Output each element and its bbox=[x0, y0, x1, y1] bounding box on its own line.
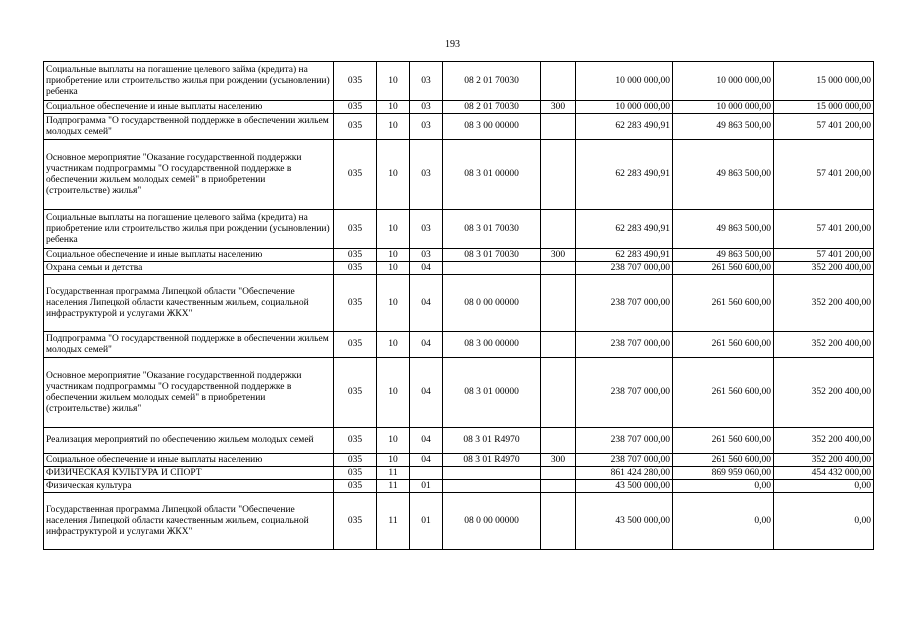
cell-amount-year-1: 238 707 000,00 bbox=[576, 428, 673, 454]
cell-amount-year-3: 352 200 400,00 bbox=[774, 454, 874, 467]
cell-section: 10 bbox=[377, 454, 410, 467]
cell-target-article: 08 3 01 70030 bbox=[443, 210, 541, 249]
cell-amount-year-2: 0,00 bbox=[673, 480, 774, 493]
cell-name: Социальные выплаты на погашение целевого займа (кредита) на приобретение или строительство жилья при рождении (усыновлении) ребенка bbox=[44, 62, 334, 101]
cell-amount-year-1: 238 707 000,00 bbox=[576, 262, 673, 275]
cell-ministry-code: 035 bbox=[334, 262, 377, 275]
cell-section: 10 bbox=[377, 358, 410, 428]
cell-name: Основное мероприятие "Оказание государственной поддержки участникам подпрограммы "О государственной поддержке в обеспечении жильем молодых семей" в приобретении (строительстве) жилья" bbox=[44, 140, 334, 210]
table-row bbox=[44, 332, 874, 358]
cell-name: Социальное обеспечение и иные выплаты населению bbox=[44, 101, 334, 114]
cell-ministry-code: 035 bbox=[334, 467, 377, 480]
cell-section: 11 bbox=[377, 493, 410, 550]
cell-amount-year-3: 352 200 400,00 bbox=[774, 332, 874, 358]
cell-ministry-code: 035 bbox=[334, 428, 377, 454]
cell-amount-year-1: 43 500 000,00 bbox=[576, 480, 673, 493]
cell-amount-year-3: 57 401 200,00 bbox=[774, 140, 874, 210]
cell-amount-year-2: 261 560 600,00 bbox=[673, 275, 774, 332]
cell-amount-year-3: 15 000 000,00 bbox=[774, 101, 874, 114]
cell-subsection: 01 bbox=[410, 493, 443, 550]
cell-target-article: 08 3 01 R4970 bbox=[443, 454, 541, 467]
cell-amount-year-1: 62 283 490,91 bbox=[576, 114, 673, 140]
cell-amount-year-3: 57 401 200,00 bbox=[774, 210, 874, 249]
cell-amount-year-3: 0,00 bbox=[774, 480, 874, 493]
cell-expense-type: 300 bbox=[541, 454, 576, 467]
cell-section: 10 bbox=[377, 332, 410, 358]
cell-amount-year-3: 57 401 200,00 bbox=[774, 249, 874, 262]
cell-amount-year-2: 869 959 060,00 bbox=[673, 467, 774, 480]
cell-section: 10 bbox=[377, 210, 410, 249]
cell-amount-year-3: 352 200 400,00 bbox=[774, 428, 874, 454]
cell-name: Охрана семьи и детства bbox=[44, 262, 334, 275]
cell-target-article: 08 3 01 70030 bbox=[443, 249, 541, 262]
cell-name: Государственная программа Липецкой области "Обеспечение населения Липецкой области качественным жильем, социальной инфраструктурой и услугами ЖКХ" bbox=[44, 275, 334, 332]
cell-subsection: 04 bbox=[410, 428, 443, 454]
cell-target-article bbox=[443, 467, 541, 480]
cell-section: 10 bbox=[377, 101, 410, 114]
table-row bbox=[44, 140, 874, 210]
cell-section: 10 bbox=[377, 114, 410, 140]
cell-target-article: 08 3 01 00000 bbox=[443, 140, 541, 210]
cell-section: 11 bbox=[377, 480, 410, 493]
cell-ministry-code: 035 bbox=[334, 210, 377, 249]
cell-target-article: 08 3 01 R4970 bbox=[443, 428, 541, 454]
cell-amount-year-2: 261 560 600,00 bbox=[673, 428, 774, 454]
cell-subsection: 03 bbox=[410, 101, 443, 114]
cell-subsection: 04 bbox=[410, 332, 443, 358]
table-row bbox=[44, 480, 874, 493]
cell-amount-year-2: 49 863 500,00 bbox=[673, 210, 774, 249]
cell-expense-type bbox=[541, 358, 576, 428]
cell-expense-type bbox=[541, 275, 576, 332]
cell-name: Государственная программа Липецкой области "Обеспечение населения Липецкой области качественным жильем, социальной инфраструктурой и услугами ЖКХ" bbox=[44, 493, 334, 550]
cell-name: Социальное обеспечение и иные выплаты населению bbox=[44, 454, 334, 467]
cell-subsection: 03 bbox=[410, 114, 443, 140]
cell-ministry-code: 035 bbox=[334, 358, 377, 428]
cell-subsection: 04 bbox=[410, 275, 443, 332]
budget-table-body bbox=[44, 62, 874, 550]
cell-expense-type bbox=[541, 210, 576, 249]
cell-amount-year-2: 261 560 600,00 bbox=[673, 332, 774, 358]
page-number: 193 bbox=[445, 39, 460, 50]
cell-amount-year-1: 62 283 490,91 bbox=[576, 140, 673, 210]
cell-section: 10 bbox=[377, 275, 410, 332]
cell-amount-year-2: 49 863 500,00 bbox=[673, 140, 774, 210]
table-row bbox=[44, 62, 874, 101]
cell-amount-year-3: 15 000 000,00 bbox=[774, 62, 874, 101]
cell-ministry-code: 035 bbox=[334, 332, 377, 358]
cell-section: 11 bbox=[377, 467, 410, 480]
cell-name: Основное мероприятие "Оказание государственной поддержки участникам подпрограммы "О государственной поддержке в обеспечении жильем молодых семей" в приобретении (строительстве) жилья" bbox=[44, 358, 334, 428]
cell-expense-type: 300 bbox=[541, 249, 576, 262]
cell-ministry-code: 035 bbox=[334, 101, 377, 114]
cell-amount-year-1: 238 707 000,00 bbox=[576, 358, 673, 428]
cell-target-article: 08 3 00 00000 bbox=[443, 332, 541, 358]
cell-expense-type bbox=[541, 493, 576, 550]
cell-amount-year-2: 10 000 000,00 bbox=[673, 101, 774, 114]
cell-name: ФИЗИЧЕСКАЯ КУЛЬТУРА И СПОРТ bbox=[44, 467, 334, 480]
cell-expense-type bbox=[541, 140, 576, 210]
table-row bbox=[44, 249, 874, 262]
cell-amount-year-3: 0,00 bbox=[774, 493, 874, 550]
cell-amount-year-1: 238 707 000,00 bbox=[576, 454, 673, 467]
table-row bbox=[44, 275, 874, 332]
cell-subsection: 03 bbox=[410, 210, 443, 249]
cell-ministry-code: 035 bbox=[334, 140, 377, 210]
cell-expense-type bbox=[541, 428, 576, 454]
cell-section: 10 bbox=[377, 249, 410, 262]
cell-amount-year-1: 238 707 000,00 bbox=[576, 275, 673, 332]
cell-ministry-code: 035 bbox=[334, 454, 377, 467]
cell-name: Социальное обеспечение и иные выплаты населению bbox=[44, 249, 334, 262]
cell-amount-year-1: 62 283 490,91 bbox=[576, 249, 673, 262]
cell-amount-year-3: 352 200 400,00 bbox=[774, 262, 874, 275]
cell-target-article: 08 0 00 00000 bbox=[443, 493, 541, 550]
cell-subsection: 01 bbox=[410, 480, 443, 493]
cell-amount-year-1: 10 000 000,00 bbox=[576, 62, 673, 101]
cell-name: Реализация мероприятий по обеспечению жильем молодых семей bbox=[44, 428, 334, 454]
cell-target-article: 08 3 01 00000 bbox=[443, 358, 541, 428]
cell-name: Социальные выплаты на погашение целевого займа (кредита) на приобретение или строительство жилья при рождении (усыновлении) ребенка bbox=[44, 210, 334, 249]
cell-target-article bbox=[443, 262, 541, 275]
cell-target-article: 08 3 00 00000 bbox=[443, 114, 541, 140]
cell-amount-year-2: 10 000 000,00 bbox=[673, 62, 774, 101]
cell-subsection: 04 bbox=[410, 454, 443, 467]
table-row bbox=[44, 428, 874, 454]
cell-expense-type bbox=[541, 480, 576, 493]
cell-subsection: 04 bbox=[410, 358, 443, 428]
cell-target-article: 08 2 01 70030 bbox=[443, 101, 541, 114]
table-row bbox=[44, 101, 874, 114]
cell-ministry-code: 035 bbox=[334, 493, 377, 550]
table-row bbox=[44, 114, 874, 140]
table-row bbox=[44, 358, 874, 428]
cell-expense-type bbox=[541, 62, 576, 101]
cell-amount-year-1: 10 000 000,00 bbox=[576, 101, 673, 114]
cell-amount-year-2: 49 863 500,00 bbox=[673, 114, 774, 140]
cell-section: 10 bbox=[377, 262, 410, 275]
cell-section: 10 bbox=[377, 62, 410, 101]
cell-amount-year-3: 352 200 400,00 bbox=[774, 275, 874, 332]
cell-expense-type bbox=[541, 467, 576, 480]
cell-amount-year-2: 261 560 600,00 bbox=[673, 358, 774, 428]
cell-subsection: 04 bbox=[410, 262, 443, 275]
budget-table bbox=[43, 61, 874, 550]
cell-amount-year-3: 454 432 000,00 bbox=[774, 467, 874, 480]
cell-ministry-code: 035 bbox=[334, 275, 377, 332]
cell-amount-year-2: 49 863 500,00 bbox=[673, 249, 774, 262]
cell-target-article: 08 0 00 00000 bbox=[443, 275, 541, 332]
cell-target-article bbox=[443, 480, 541, 493]
table-row bbox=[44, 262, 874, 275]
table-row bbox=[44, 493, 874, 550]
cell-expense-type bbox=[541, 114, 576, 140]
cell-expense-type bbox=[541, 262, 576, 275]
cell-amount-year-2: 261 560 600,00 bbox=[673, 454, 774, 467]
cell-expense-type: 300 bbox=[541, 101, 576, 114]
cell-expense-type bbox=[541, 332, 576, 358]
cell-subsection: 03 bbox=[410, 249, 443, 262]
table-row bbox=[44, 210, 874, 249]
cell-amount-year-3: 57 401 200,00 bbox=[774, 114, 874, 140]
cell-name: Подпрограмма "О государственной поддержке в обеспечении жильем молодых семей" bbox=[44, 114, 334, 140]
cell-subsection bbox=[410, 467, 443, 480]
cell-amount-year-1: 861 424 280,00 bbox=[576, 467, 673, 480]
cell-target-article: 08 2 01 70030 bbox=[443, 62, 541, 101]
cell-amount-year-2: 0,00 bbox=[673, 493, 774, 550]
cell-name: Физическая культура bbox=[44, 480, 334, 493]
cell-subsection: 03 bbox=[410, 62, 443, 101]
cell-ministry-code: 035 bbox=[334, 480, 377, 493]
cell-amount-year-3: 352 200 400,00 bbox=[774, 358, 874, 428]
cell-section: 10 bbox=[377, 428, 410, 454]
cell-name: Подпрограмма "О государственной поддержке в обеспечении жильем молодых семей" bbox=[44, 332, 334, 358]
cell-amount-year-1: 238 707 000,00 bbox=[576, 332, 673, 358]
cell-section: 10 bbox=[377, 140, 410, 210]
cell-ministry-code: 035 bbox=[334, 62, 377, 101]
cell-amount-year-2: 261 560 600,00 bbox=[673, 262, 774, 275]
cell-ministry-code: 035 bbox=[334, 249, 377, 262]
cell-subsection: 03 bbox=[410, 140, 443, 210]
table-row bbox=[44, 467, 874, 480]
cell-amount-year-1: 43 500 000,00 bbox=[576, 493, 673, 550]
table-row bbox=[44, 454, 874, 467]
cell-amount-year-1: 62 283 490,91 bbox=[576, 210, 673, 249]
cell-ministry-code: 035 bbox=[334, 114, 377, 140]
